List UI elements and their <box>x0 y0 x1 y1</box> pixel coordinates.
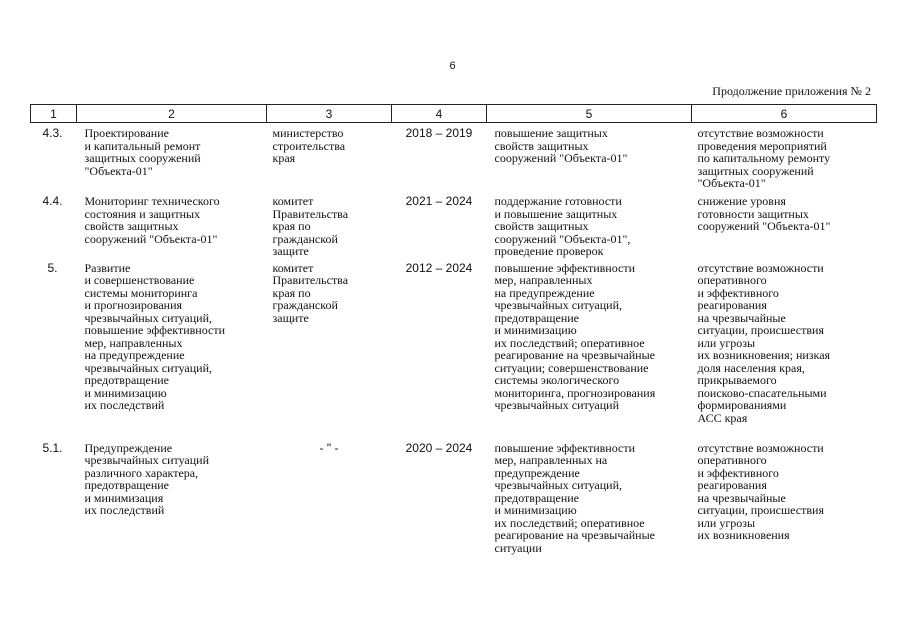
executor: комитет Правительства края по гражданской защите <box>272 194 349 258</box>
non-implementation-consequences: снижение уровня готовности защитных сооружений "Объекта-01" <box>697 194 831 233</box>
activity-name: Развитие и совершенствование системы мониторинга и прогнозирования чрезвычайных ситуаций, повышение эффективности мер, направленных на предупреждение чрезвычайных ситуаций, предотвращение и минимизацию их последствий <box>84 260 225 412</box>
activity-name: Мониторинг технического состояния и защитных свойств защитных сооружений "Объекта-01" <box>84 194 220 246</box>
row-number: 4.4. <box>42 194 63 208</box>
executor: министерство строительства края <box>272 126 346 165</box>
activity-name: Проектирование и капитальный ремонт защитных сооружений "Объекта-01" <box>84 126 201 178</box>
column-number-header-row <box>31 105 877 123</box>
table-row <box>31 191 877 258</box>
table-row <box>31 258 877 438</box>
appendix-continuation-note: Продолжение приложения № 2 <box>712 84 871 98</box>
row-number: 5.1. <box>42 440 63 455</box>
table-row <box>31 438 877 562</box>
column-header-3: 3 <box>267 105 392 123</box>
column-header-2: 2 <box>77 105 267 123</box>
activity-name: Предупреждение чрезвычайных ситуаций различного характера, предотвращение и минимизация их последствий <box>84 440 210 517</box>
expected-result: повышение эффективности мер, направленных на предупреждение чрезвычайных ситуаций, предотвращение и минимизацию их последствий; оперативное реагирование на чрезвычайные ситуации; совершенствование системы экологического мониторинга, прогнозирования чрезвычайных ситуаций <box>494 260 656 412</box>
expected-result: повышение эффективности мер, направленных на предупреждение чрезвычайных ситуаций, предотвращение и минимизацию их последствий; оперативное реагирование на чрезвычайные ситуации <box>494 440 655 555</box>
non-implementation-consequences: отсутствие возможности оперативного и эффективного реагирования на чрезвычайные ситуации, происшествия или угрозы их возникновения; низкая доля населения края, прикрываемого поисково-спасательными формированиями АСС края <box>697 260 831 425</box>
table-row <box>31 123 877 192</box>
page-number: 6 <box>449 60 456 72</box>
executor: - " - <box>319 440 339 455</box>
implementation-years: 2018 – 2019 <box>405 126 473 140</box>
column-header-5: 5 <box>487 105 692 123</box>
implementation-years: 2012 – 2024 <box>405 260 473 275</box>
non-implementation-consequences: отсутствие возможности оперативного и эффективного реагирования на чрезвычайные ситуации, происшествия или угрозы их возникновения <box>697 440 824 542</box>
expected-result: повышение защитных свойств защитных сооружений "Объекта-01" <box>494 126 628 165</box>
column-header-6: 6 <box>692 105 877 123</box>
program-activities-table <box>30 104 877 562</box>
implementation-years: 2020 – 2024 <box>405 440 473 455</box>
implementation-years: 2021 – 2024 <box>405 194 473 208</box>
non-implementation-consequences: отсутствие возможности проведения мероприятий по капитальному ремонту защитных сооружений "Объекта-01" <box>697 126 831 190</box>
column-header-1: 1 <box>31 105 77 123</box>
row-number: 5. <box>47 260 58 275</box>
row-number: 4.3. <box>42 126 63 140</box>
column-header-4: 4 <box>392 105 487 123</box>
expected-result: поддержание готовности и повышение защитных свойств защитных сооружений "Объекта-01", проведение проверок <box>494 194 631 258</box>
executor: комитет Правительства края по гражданской защите <box>272 260 349 325</box>
